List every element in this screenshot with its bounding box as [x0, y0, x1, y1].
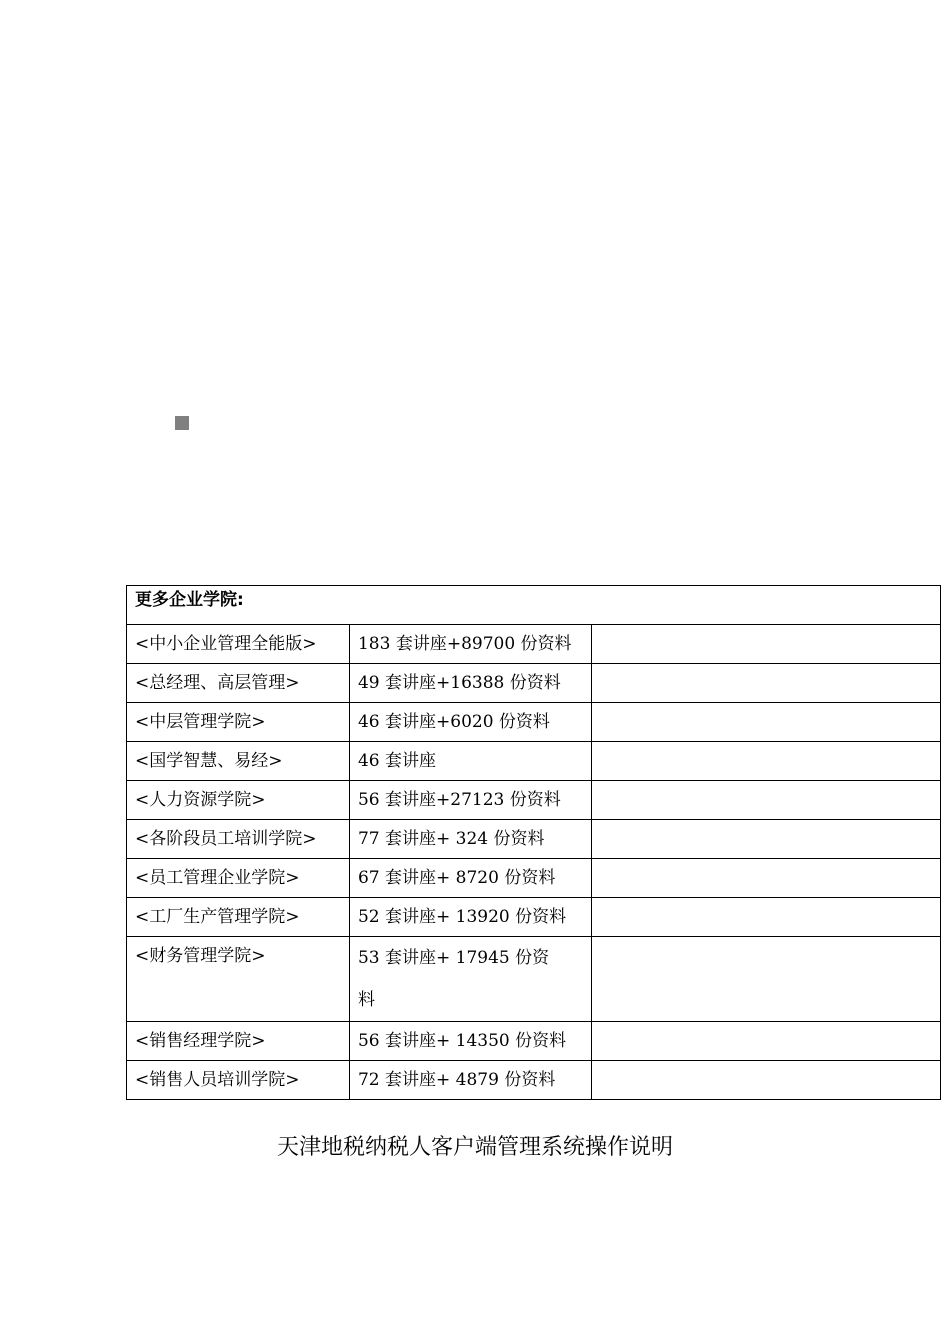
table-row [127, 1022, 941, 1061]
table-row [127, 1061, 941, 1100]
academy-desc: 67 套讲座+ 8720 份资料 [349, 859, 591, 898]
document-title: 天津地税纳税人客户端管理系统操作说明 [276, 1135, 673, 1160]
academy-name: <各阶段员工培训学院> [127, 820, 350, 859]
table-row [127, 820, 941, 859]
academy-desc: 53 套讲座+ 17945 份资料 [349, 937, 591, 1022]
academy-desc: 183 套讲座+89700 份资料 [349, 625, 591, 664]
academy-table [126, 585, 941, 1100]
academy-name: <员工管理企业学院> [127, 859, 350, 898]
empty-cell [592, 1061, 941, 1100]
academy-desc: 56 套讲座+ 14350 份资料 [349, 1022, 591, 1061]
table-row [127, 664, 941, 703]
table-row [127, 898, 941, 937]
academy-name: <财务管理学院> [127, 937, 350, 1022]
table-row [127, 625, 941, 664]
academy-desc: 72 套讲座+ 4879 份资料 [349, 1061, 591, 1100]
table-row [127, 859, 941, 898]
academy-desc: 77 套讲座+ 324 份资料 [349, 820, 591, 859]
empty-cell [592, 625, 941, 664]
table-row [127, 781, 941, 820]
academy-name: <销售经理学院> [127, 1022, 350, 1061]
academy-desc: 46 套讲座+6020 份资料 [349, 703, 591, 742]
table-row [127, 703, 941, 742]
empty-cell [592, 820, 941, 859]
academy-name: <中层管理学院> [127, 703, 350, 742]
academy-name: <工厂生产管理学院> [127, 898, 350, 937]
academy-name: <销售人员培训学院> [127, 1061, 350, 1100]
empty-cell [592, 742, 941, 781]
academy-desc: 56 套讲座+27123 份资料 [349, 781, 591, 820]
academy-name: <总经理、高层管理> [127, 664, 350, 703]
empty-cell [592, 898, 941, 937]
academy-name: <中小企业管理全能版> [127, 625, 350, 664]
empty-cell [592, 664, 941, 703]
academy-name: <人力资源学院> [127, 781, 350, 820]
table-header-row [127, 586, 941, 625]
empty-cell [592, 781, 941, 820]
table-row [127, 742, 941, 781]
academy-name: <国学智慧、易经> [127, 742, 350, 781]
empty-cell [592, 859, 941, 898]
empty-cell [592, 937, 941, 1022]
academy-desc: 52 套讲座+ 13920 份资料 [349, 898, 591, 937]
empty-cell [592, 703, 941, 742]
academy-desc: 49 套讲座+16388 份资料 [349, 664, 591, 703]
table-row [127, 937, 941, 1022]
bullet-square-icon [175, 416, 189, 430]
table-header: 更多企业学院: [127, 586, 941, 625]
academy-desc: 46 套讲座 [349, 742, 591, 781]
empty-cell [592, 1022, 941, 1061]
